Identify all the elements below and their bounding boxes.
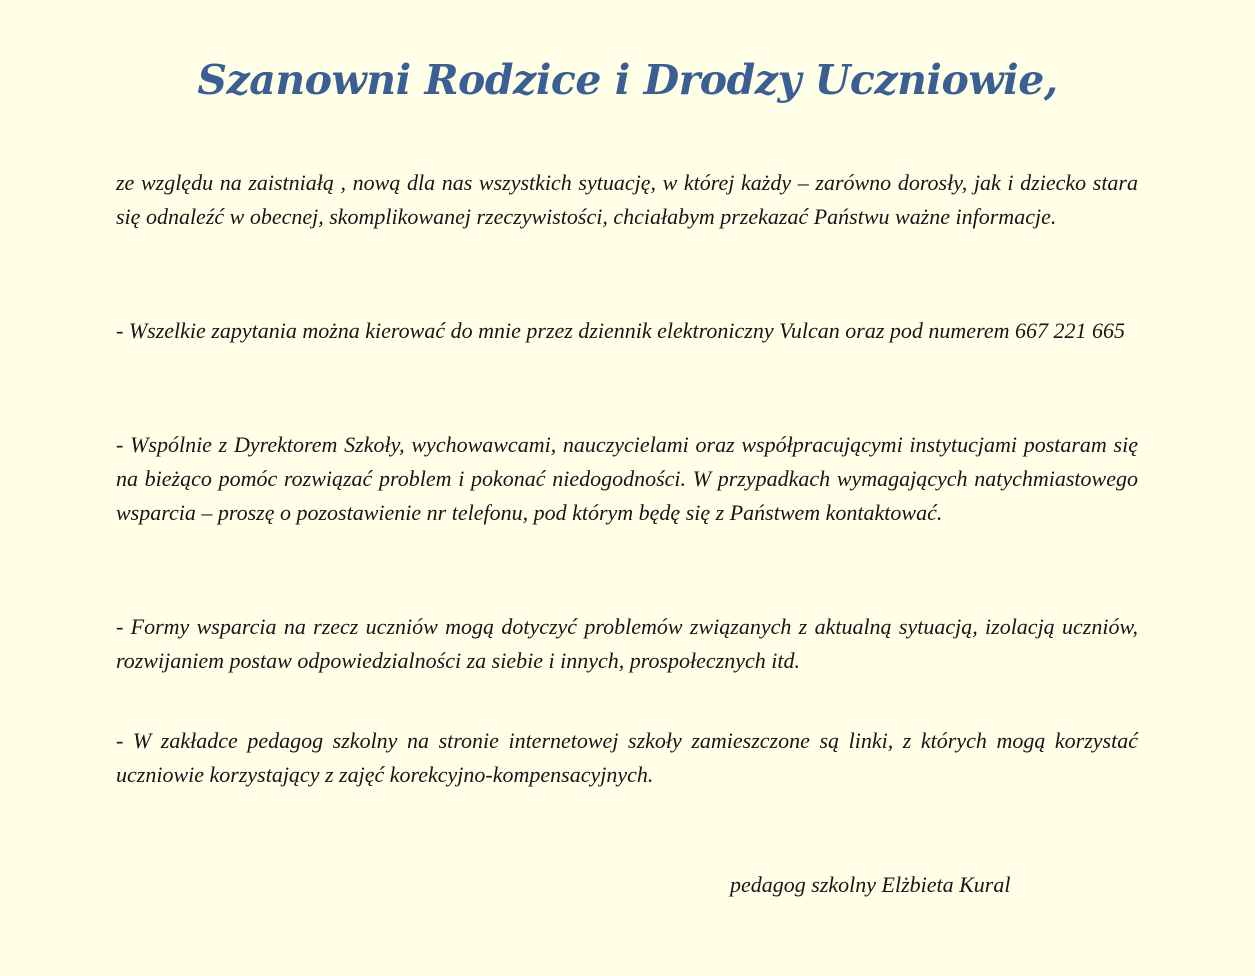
letter-title: Szanowni Rodzice i Drodzy Uczniowie, [197,56,1058,104]
contact-paragraph: - Wszelkie zapytania można kierować do mnie przez dziennik elektroniczny Vulcan oraz pod numerem 667 221 665 [116,318,1125,343]
cooperation-paragraph: - Wspólnie z Dyrektorem Szkoły, wychowawcami, nauczycielami oraz współpracującymi instytucjami postaram się na bieżąco pomóc rozwiązać problem i pokonać niedogodności. W przypadkach wymagających natychmiastowego wsparcia – proszę o pozostawienie nr telefonu, pod którym będę się z Państwem kontaktować. [116,432,1138,525]
support-forms-paragraph: - Formy wsparcia na rzecz uczniów mogą dotyczyć problemów związanych z aktualną sytuacją, izolacją uczniów, rozwijaniem postaw odpowiedzialności za siebie i innych, prospołecznych itd. [116,614,1138,673]
intro-paragraph: ze względu na zaistniałą , nową dla nas wszystkich sytuację, w której każdy – zarówno dorosły, jak i dziecko stara się odnaleźć w obecnej, skomplikowanej rzeczywistości, chciałabym przekazać Państwu ważne informacje. [116,170,1138,229]
signature: pedagog szkolny Elżbieta Kural [730,872,1011,897]
links-paragraph: - W zakładce pedagog szkolny na stronie internetowej szkoły zamieszczone są linki, z których mogą korzystać uczniowie korzystający z zajęć korekcyjno-kompensacyjnych. [116,728,1138,787]
